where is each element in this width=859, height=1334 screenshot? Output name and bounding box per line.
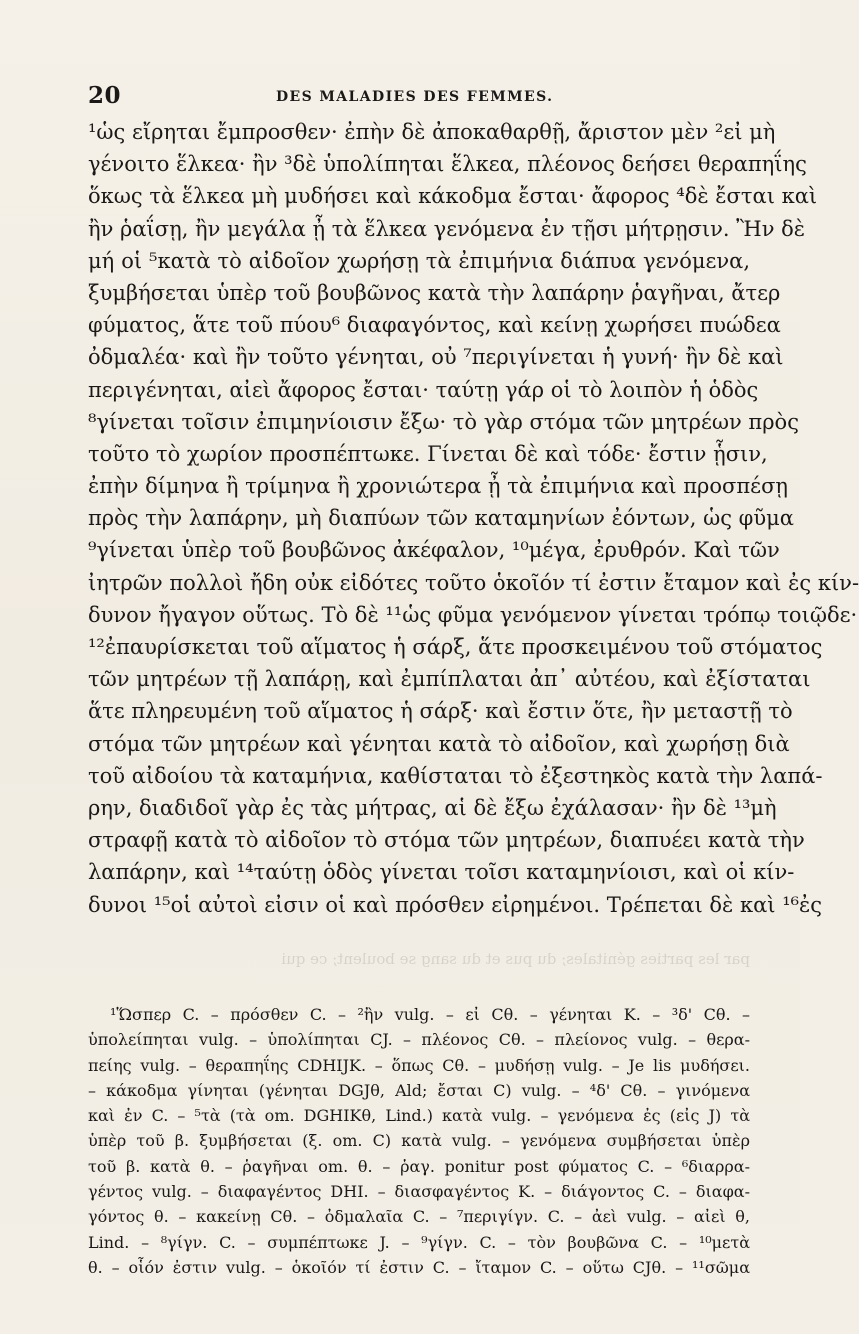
page-header xyxy=(88,82,750,112)
text-line: ¹²ἐπαυρίσκεται τοῦ αἵματος ἡ σάρξ, ἅτε προσκειμένου τοῦ στόματος xyxy=(88,635,823,659)
text-line: ὀδμαλέα· καὶ ἢν τοῦτο γένηται, οὐ ⁷περιγίνεται ἡ γυνή· ἢν δὲ καὶ xyxy=(88,345,784,370)
text-line: δυνοι ¹⁵οἱ αὐτοὶ εἰσιν οἱ καὶ πρόσθεν εἰρημένοι. Τρέπεται δὲ καὶ ¹⁶ἐς xyxy=(88,892,823,917)
text-line: γένοιτο ἕλκεα· ἢν ³δὲ ὑπολίπηται ἕλκεα, πλέονος δεήσει θεραπηΐης xyxy=(88,152,807,177)
footnote-line: γόντος θ. – κακείνῃ Cθ. – ὀδμαλαῖα C. – ⁷περιγίγν. C. – ἀεὶ vulg. – αἰεὶ θ, xyxy=(88,1207,750,1227)
footnote-line: ¹Ὥσπερ C. – πρόσθεν C. – ²ἢν vulg. – εἰ Cθ. – γένηται K. – ³δ' Cθ. – xyxy=(110,1005,750,1024)
bleed-through-text: par les parties génitales; du pus et du sang se boulent; ce qui xyxy=(281,950,750,968)
footnote-line: ὑπὲρ τοῦ β. ξυμβήσεται (ξ. om. C) κατὰ vulg. – γενόμενα συμβήσεται ὑπὲρ xyxy=(88,1131,750,1151)
footnote-line: θ. – οἷόν ἐστιν vulg. – ὁκοῖόν τί ἐστιν C. – ἴταμον C. – οὕτω CJθ. – ¹¹σῶμα xyxy=(88,1257,750,1277)
text-line: στραφῇ κατὰ τὸ αἰδοῖον τὸ στόμα τῶν μητρέων, διαπυέει κατὰ τὴν xyxy=(88,828,805,853)
footnotes xyxy=(88,1002,750,1280)
text-line: ⁹γίνεται ὑπὲρ τοῦ βουβῶνος ἀκέφαλον, ¹⁰μέγα, ἐρυθρόν. Καὶ τῶν xyxy=(88,538,780,563)
text-line: στόμα τῶν μητρέων καὶ γένηται κατὰ τὸ αἰδοῖον, καὶ χωρήσῃ διὰ xyxy=(88,731,790,756)
footnote-line: Lind. – ⁸γίγν. C. – συμπέπτωκε J. – ⁹γίγν. C. – τὸν βουβῶνα C. – ¹⁰μετὰ xyxy=(88,1232,750,1252)
text-line: ὅκως τὰ ἕλκεα μὴ μυδήσει καὶ κάκοδμα ἔσται· ἄφορος ⁴δὲ ἔσται καὶ xyxy=(88,184,818,209)
running-title: DES MALADIES DES FEMMES. xyxy=(276,89,554,105)
text-line: μή οἱ ⁵κατὰ τὸ αἰδοῖον χωρήσῃ τὰ ἐπιμήνια διάπυα γενόμενα, xyxy=(88,248,750,273)
footnote-line: καὶ ἐν C. – ⁵τὰ (τὰ om. DGHIKθ, Lind.) κατὰ vulg. – γενόμενα ἐς (εἰς J) τὰ xyxy=(88,1106,750,1126)
text-line: λαπάρην, καὶ ¹⁴ταύτῃ ὁδὸς γίνεται τοῖσι καταμηνίοισι, καὶ οἱ κίν- xyxy=(88,860,795,885)
text-line: ἢν ῥαΐσῃ, ἢν μεγάλα ᾖ τὰ ἕλκεα γενόμενα ἐν τῇσι μήτρῃσιν. Ἢν δὲ xyxy=(88,216,806,241)
text-line: τῶν μητρέων τῇ λαπάρῃ, καὶ ἐμπίπλαται ἀπ᾽ αὐτέου, καὶ ἐξίσταται xyxy=(88,667,811,692)
text-line: ἰητρῶν πολλοὶ ἤδη οὐκ εἰδότες τοῦτο ὁκοῖόν τί ἐστιν ἔταμον καὶ ἐς κίν- xyxy=(88,570,859,595)
main-text xyxy=(88,116,859,921)
text-line: ξυμβήσεται ὑπὲρ τοῦ βουβῶνος κατὰ τὴν λαπάρην ῥαγῆναι, ἄτερ xyxy=(88,280,781,305)
text-line: ⁸γίνεται τοῖσιν ἐπιμηνίοισιν ἔξω· τὸ γὰρ στόμα τῶν μητρέων πρὸς xyxy=(88,409,799,434)
text-line: δυνον ἤγαγον οὕτως. Τὸ δὲ ¹¹ὡς φῦμα γενόμενον γίνεται τρόπῳ τοιῷδε· xyxy=(88,602,858,627)
text-line: ἐπὴν δίμηνα ἢ τρίμηνα ἢ χρονιώτερα ᾖ τὰ ἐπιμήνια καὶ προσπέσῃ xyxy=(88,474,788,499)
footnote-line: – κάκοδμα γίνηται (γένηται DGJθ, Ald; ἔσται C) vulg. – ⁴δ' Cθ. – γινόμενα xyxy=(88,1080,750,1100)
footnote-line: ὑπολείπηται vulg. – ὑπολίπηται CJ. – πλέονος Cθ. – πλείονος vulg. – θερα- xyxy=(88,1030,750,1050)
text-line: τοῦ αἰδοίου τὰ καταμήνια, καθίσταται τὸ ἐξεστηκὸς κατὰ τὴν λαπά- xyxy=(88,763,823,788)
text-line: πρὸς τὴν λαπάρην, μὴ διαπύων τῶν καταμηνίων ἐόντων, ὡς φῦμα xyxy=(88,506,794,531)
page-number: 20 xyxy=(88,82,122,109)
text-line: ἅτε πληρευμένη τοῦ αἵματος ἡ σάρξ· καὶ ἔστιν ὅτε, ἢν μεταστῇ τὸ xyxy=(88,699,793,724)
text-line: φύματος, ἅτε τοῦ πύου⁶ διαφαγόντος, καὶ κείνῃ χωρήσει πυώδεα xyxy=(88,313,781,338)
text-line: τοῦτο τὸ χωρίον προσπέπτωκε. Γίνεται δὲ καὶ τόδε· ἔστιν ᾗσιν, xyxy=(88,441,768,466)
footnote-line: γέντος vulg. – διαφαγέντος DHI. – διασφαγέντος K. – διάγοντος C. – διαφα- xyxy=(88,1182,750,1202)
text-line: περιγένηται, αἰεὶ ἄφορος ἔσται· ταύτῃ γάρ οἱ τὸ λοιπὸν ἡ ὁδὸς xyxy=(88,377,759,402)
footnote-line: τοῦ β. κατὰ θ. – ῥαγῆναι om. θ. – ῥαγ. ponitur post φύματος C. – ⁶διαρρα- xyxy=(88,1156,751,1176)
text-line: ¹ὡς εἴρηται ἔμπροσθεν· ἐπὴν δὲ ἀποκαθαρθῇ, ἄριστον μὲν ²εἰ μὴ xyxy=(88,120,776,144)
text-line: ρην, διαδιδοῖ γὰρ ἐς τὰς μήτρας, αἱ δὲ ἔξω ἐχάλασαν· ἢν δὲ ¹³μὴ xyxy=(88,795,777,820)
footnote-line: πείης vulg. – θεραπηΐης CDHIJK. – ὅπως Cθ. – μυδήσῃ vulg. – Je lis μυδήσει. xyxy=(88,1055,750,1075)
